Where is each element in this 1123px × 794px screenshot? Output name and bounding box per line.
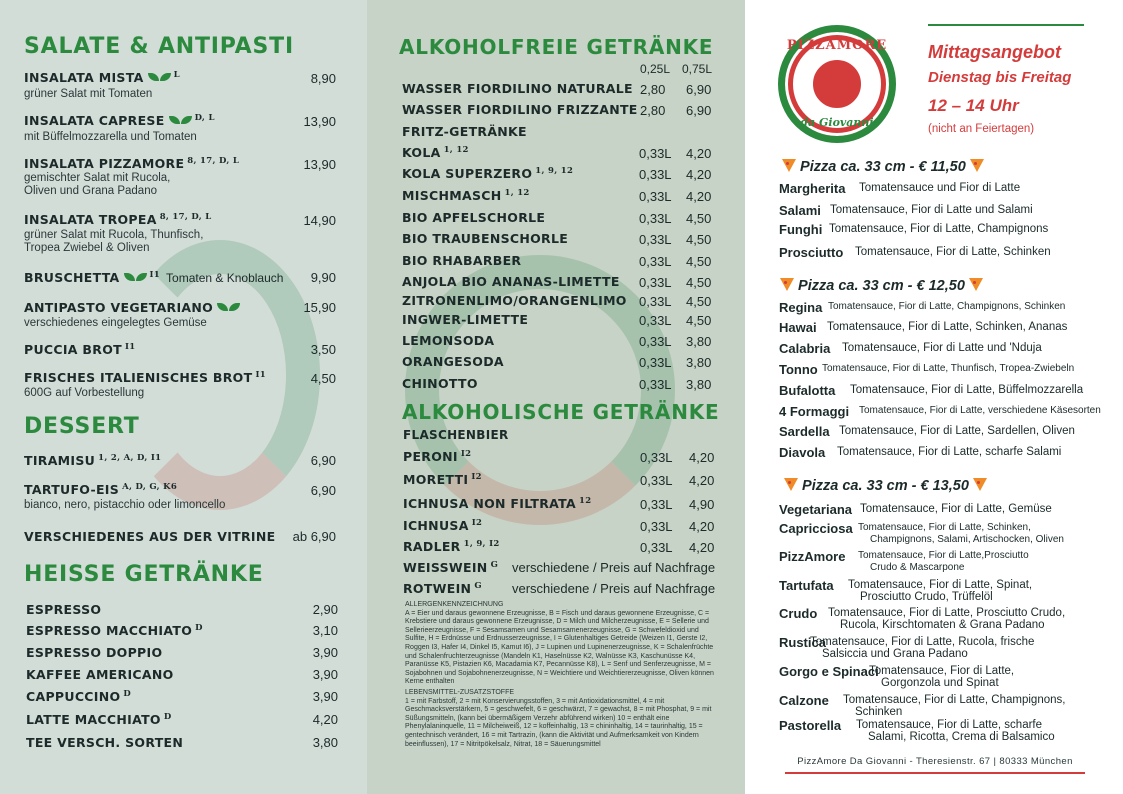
pizza-description: Salsiccia und Grana Padano: [822, 648, 968, 660]
volume: 0,33L: [639, 211, 672, 226]
pizza-name: Calabria: [779, 341, 831, 356]
item-name: CAPPUCCINO: [26, 689, 121, 705]
menu-item: [402, 293, 627, 308]
price-note: verschiedene / Preis auf Nachfrage: [512, 581, 716, 596]
price: 13,90: [303, 157, 336, 172]
item-name: PERONI: [403, 449, 458, 465]
allergen-codes: 1, 2, A, D, I1: [98, 453, 162, 463]
item-name: INGWER-LIMETTE: [402, 312, 529, 327]
pizza-description: Tomatensauce, Fior di Latte, Champignons: [829, 223, 1049, 235]
pizza-name: 4 Formaggi: [779, 404, 850, 419]
pizza-description: Tomatensauce, Fior di Latte und Salami: [830, 204, 1033, 216]
allergen-codes: 1, 9, I2: [463, 539, 500, 549]
additives-text: 1 = mit Farbstoff, 2 = mit Konservierungsstoffen, 3 = mit Antioxidationsmittel, 4 = mit Geschmacksverstärkern, 5 = geschwefelt, 6 = geschwärzt, 7 = gewachst, 8 = mit Phosphat, 9 = mit Süßungsmitteln, (kann bei übermäßigem Verzehr abführend wirken) 10 = enthält eine Phenylalaninquelle, 11 = Milcheiweiß, 12 = koffeinhaltig, 13 = chininhaltig, 14 = taurinhaltig, 15 = gentechnisch verändert, 16 = mit Tartrazin, (kann die Aktivität und Aufmerksamkeit von Kindern beeinflussen), 17 = Nitritpökelsalz, Nitrat, 18 = Säuerungsmittel: [405, 697, 712, 748]
pizza-description: Tomatensauce, Fior di Latte, verschiedene Käsesorten: [859, 405, 1101, 416]
volume: 0,33L: [639, 189, 672, 204]
menu-item: [402, 188, 530, 203]
volume: 0,33L: [639, 275, 672, 290]
section-title-alkoholisch: ALKOHOLISCHE GETRÄNKE: [402, 400, 720, 424]
menu-item: [402, 354, 504, 369]
volume: 0,33L: [640, 473, 673, 488]
price: 4,90: [689, 497, 715, 512]
menu-item: [402, 376, 478, 391]
menu-item: [403, 496, 591, 511]
pizza-name: Margherita: [779, 181, 846, 196]
menu-item: [26, 645, 162, 660]
price: 4,50: [686, 294, 712, 309]
menu-item: [402, 253, 521, 268]
menu-item: [402, 210, 545, 225]
price: 2,90: [312, 602, 338, 617]
menu-item: [24, 529, 275, 544]
item-name: BRUSCHETTA: [24, 270, 120, 286]
pizza-slice-icon: [784, 478, 798, 491]
pizza-name: Vegetariana: [779, 502, 852, 517]
price: 4,50: [686, 254, 712, 269]
vegetarian-leaf-icon: [181, 116, 192, 124]
item-name: WASSER FIORDILINO FRIZZANTE: [402, 102, 638, 117]
item-description: gemischter Salat mit Rucola,: [24, 172, 171, 184]
pizza-name: Diavola: [779, 445, 826, 460]
lunch-offer-title: Mittagsangebot: [928, 42, 1061, 62]
price: 4,20: [689, 473, 715, 488]
item-name: LATTE MACCHIATO: [26, 712, 161, 728]
menu-item: [402, 312, 528, 327]
allergen-codes: 8, 17, D, L: [187, 156, 240, 166]
pizza-description: Tomatensauce, Fior di Latte,: [869, 665, 1015, 677]
price: 6,90: [310, 453, 336, 468]
menu-item: [24, 270, 283, 285]
price: 3,80: [312, 735, 338, 750]
item-name: TEE VERSCH. SORTEN: [26, 735, 184, 750]
allergen-codes: D: [195, 623, 203, 633]
item-description: mit Büffelmozzarella und Tomaten: [24, 131, 197, 143]
volume: 0,33L: [639, 355, 672, 370]
pizza-name: Capricciosa: [779, 521, 853, 536]
volume: 0,33L: [639, 377, 672, 392]
allergen-codes: I2: [460, 449, 472, 459]
allergen-codes: I2: [471, 472, 482, 482]
pizza-description: Tomatensauce, Fior di Latte, Schinken: [855, 246, 1051, 258]
pizza-description: Tomatensauce, Fior di Latte, Spinat,: [848, 579, 1033, 591]
item-name: WASSER FIORDILINO NATURALE: [402, 81, 633, 96]
menu-item: [24, 70, 180, 85]
volume-header-large: 0,75L: [682, 62, 713, 76]
volume: 0,33L: [639, 294, 672, 309]
item-name: FRISCHES ITALIENISCHES BROT: [24, 370, 253, 386]
menu-item: [403, 518, 482, 533]
logo-subtext: da Giovanni: [800, 116, 874, 129]
pizza-name: Pastorella: [779, 718, 842, 733]
vegetarian-leaf-icon: [148, 73, 159, 81]
price: 4,50: [686, 313, 712, 328]
vegetarian-leaf-icon: [160, 73, 171, 81]
menu-item: [402, 166, 573, 181]
item-name: ICHNUSA NON FILTRATA: [403, 496, 576, 512]
pizza-slice-icon: [973, 478, 987, 491]
price: 4,50: [686, 232, 712, 247]
price: 15,90: [303, 300, 336, 315]
pizza-description: Tomatensauce, Fior di Latte, Champignons,: [843, 694, 1066, 706]
item-description: verschiedenes eingelegtes Gemüse: [24, 317, 207, 329]
menu-item: [24, 300, 240, 315]
price: 9,90: [310, 270, 336, 285]
subsection-title-flaschenbier: FLASCHENBIER: [403, 428, 509, 442]
price: 3,80: [686, 334, 712, 349]
menu-item: [26, 602, 101, 617]
item-name: ZITRONENLIMO/ORANGENLIMO: [402, 293, 627, 308]
pizza-description: Tomatensauce, Fior di Latte, scharfe Salami: [837, 446, 1062, 458]
item-name: ESPRESSO MACCHIATO: [26, 623, 193, 639]
pizza-description: Schinken: [855, 706, 903, 718]
pizza-description: Champignons, Salami, Artischocken, Oliven: [870, 534, 1064, 545]
item-name: ROTWEIN: [403, 581, 472, 597]
pizza-name: Salami: [779, 203, 821, 218]
lunch-offer-days: Dienstag bis Freitag: [928, 69, 1072, 86]
item-name: WEISSWEIN: [403, 560, 488, 576]
volume: 0,33L: [639, 232, 672, 247]
subsection-title-fritz: FRITZ-GETRÄNKE: [402, 124, 527, 139]
item-name: VERSCHIEDENES AUS DER VITRINE: [24, 529, 276, 544]
pizza-description: Tomatensauce, Fior di Latte,Prosciutto: [858, 550, 1029, 561]
allergen-codes: G: [490, 560, 499, 570]
item-name: BIO RHABARBER: [402, 253, 522, 268]
menu-item: [24, 370, 266, 385]
menu-item: [403, 539, 500, 554]
item-description: bianco, nero, pistacchio oder limoncello: [24, 499, 226, 511]
volume: 0,33L: [639, 254, 672, 269]
menu-item: [26, 623, 203, 638]
divider-line: [785, 772, 1085, 774]
price: 4,20: [689, 540, 715, 555]
pizza-description: Tomatensauce, Fior di Latte, Champignons, Schinken: [828, 301, 1066, 312]
pizzamore-logo: [778, 25, 896, 143]
allergen-codes: A, D, G, K6: [122, 482, 178, 492]
item-name: BIO TRAUBENSCHORLE: [402, 231, 569, 246]
pizza-name: Calzone: [779, 693, 829, 708]
allergen-codes: 12: [579, 496, 592, 506]
pizza-name: Funghi: [779, 222, 823, 237]
item-name: INSALATA TROPEA: [24, 212, 157, 228]
allergen-codes: I1: [255, 370, 266, 380]
pizza-price-label: Pizza ca. 33 cm - € 11,50: [800, 159, 966, 175]
menu-item: [26, 712, 172, 727]
price: 4,50: [310, 371, 336, 386]
pizza-description: Tomatensauce, Fior di Latte, Sardellen, Oliven: [839, 425, 1075, 437]
menu-item: [26, 735, 183, 750]
item-name: TARTUFO-EIS: [24, 482, 120, 498]
menu-item: [26, 667, 174, 682]
price: 4,20: [689, 519, 715, 534]
address-footer: PizzAmore Da Giovanni - Theresienstr. 67 | 80333 München: [797, 756, 1073, 767]
price: 3,10: [312, 623, 338, 638]
item-name: ICHNUSA: [403, 518, 469, 534]
item-name: MORETTI: [403, 472, 469, 488]
pizza-description: Salami, Ricotta, Crema di Balsamico: [868, 731, 1055, 743]
item-name: ESPRESSO DOPPIO: [26, 645, 163, 660]
pizza-price-label: Pizza ca. 33 cm - € 13,50: [802, 478, 969, 494]
pizza-description: Tomatensauce, Fior di Latte, Prosciutto Crudo,: [828, 607, 1066, 619]
item-name: KOLA SUPERZERO: [402, 166, 533, 182]
pizza-name: Crudo: [779, 606, 818, 621]
price-large: 6,90: [686, 82, 712, 97]
menu-item: [403, 449, 471, 464]
price: 8,90: [310, 71, 336, 86]
section-title-alkoholfrei: ALKOHOLFREIE GETRÄNKE: [399, 35, 714, 59]
divider-line: [928, 24, 1084, 26]
volume: 0,33L: [640, 540, 673, 555]
volume: 0,33L: [640, 519, 673, 534]
pizza-name: PizzAmore: [779, 549, 846, 564]
pizza-name: Sardella: [779, 424, 830, 439]
item-name: KAFFEE AMERICANO: [26, 667, 174, 682]
allergen-legend: [405, 601, 715, 751]
price: 3,80: [686, 377, 712, 392]
item-name: KOLA: [402, 145, 441, 161]
menu-item: [403, 581, 482, 596]
vegetarian-leaf-icon: [124, 273, 135, 281]
price: 4,50: [686, 275, 712, 290]
pizza-description: Tomatensauce, Fior di Latte, Thunfisch, Tropea-Zwiebeln: [822, 363, 1075, 374]
vegetarian-leaf-icon: [229, 303, 240, 311]
item-name: ANJOLA BIO ANANAS-LIMETTE: [402, 274, 620, 289]
price: 4,20: [686, 167, 712, 182]
price-small: 2,80: [640, 82, 666, 97]
price: 13,90: [303, 114, 336, 129]
price: 4,20: [686, 189, 712, 204]
item-description: 600G auf Vorbestellung: [24, 387, 145, 399]
allergen-codes: I1: [124, 342, 136, 352]
pizza-description: Prosciutto Crudo, Trüffelöl: [860, 591, 993, 603]
pizza-description: Tomatensauce, Fior di Latte, scharfe: [856, 719, 1043, 731]
pizza-slice-icon: [782, 159, 796, 172]
item-name: INSALATA PIZZAMORE: [24, 156, 185, 172]
allergen-codes: 1, 9, 12: [535, 166, 574, 176]
price: 3,90: [312, 689, 338, 704]
pizza-name: Tartufata: [779, 578, 834, 593]
volume-header-small: 0,25L: [640, 62, 671, 76]
allergen-text: A = Eier und daraus gewonnene Erzeugnisse, B = Fisch und daraus gewonnene Erzeugnisse, C = Krebstiere und daraus gewonnene Erzeugnisse, D = Milch und Milcherzeugnisse, E = Sellerie und Selleriеerzeugnisse, F = Sesamsamen und Sesamsamenerzeugnisse, G = Schwefeldioxid und Sulfite, H = Erdnüsse und Erdnusserzeugnisse, I = Glutenhaltiges Getreide (Weizen I1, Gerste I2, Roggen I3, Hafer I4, Dinkel I5, Kamut I6), J = Lupinen und Lupinenerzeugnisse, K = Schalenfrüchte und Schalenfruchterzeugnisse (Mandeln K1, Haselnüsse K2, Walnüsse K3, Kaschunüsse K4, Paranüsse K5, Pistazien K6, Macadamia K7, Pecannüsse K8), L = Senf und Senferzeugnisse, M = Sojabohnen und Sojabohnenerzeugnisse, N = Weichtiere und Weichtiererzeugnisse, Oliven können Kerne enthalten: [405, 609, 714, 686]
item-inline-description: Tomaten & Knoblauch: [166, 271, 284, 286]
volume: 0,33L: [640, 450, 673, 465]
pizza-description: Gorgonzola und Spinat: [881, 677, 999, 689]
pizza-price-header: [780, 278, 983, 294]
price: 3,80: [686, 355, 712, 370]
pizza-name: Gorgo e Spinaci: [779, 664, 879, 679]
item-description: Oliven und Grana Padano: [24, 185, 157, 197]
price-note: verschiedene / Preis auf Nachfrage: [512, 560, 716, 575]
allergen-heading: ALLERGENKENNZEICHNUNG: [405, 601, 504, 608]
allergen-codes: 8, 17, D, L: [159, 212, 212, 222]
allergen-codes: D, L: [194, 113, 215, 123]
price-small: 2,80: [640, 103, 666, 118]
pizza-price-header: [782, 159, 984, 175]
pizza-description: Tomatensauce, Fior di Latte, Schinken, Ananas: [827, 321, 1068, 333]
pizza-slice-icon: [970, 159, 984, 172]
menu-item: [24, 212, 212, 227]
allergen-codes: D: [123, 689, 132, 699]
item-name: INSALATA MISTA: [24, 70, 144, 86]
menu-item: [26, 689, 131, 704]
allergen-codes: D: [163, 712, 172, 722]
price: 3,90: [312, 667, 338, 682]
pizza-description: Tomatensauce, Fior di Latte, Gemüse: [860, 503, 1052, 515]
pizza-price-label: Pizza ca. 33 cm - € 12,50: [798, 278, 965, 294]
vegetarian-leaf-icon: [217, 303, 228, 311]
pizza-description: Tomatensauce und Fior di Latte: [859, 182, 1021, 194]
item-description: grüner Salat mit Tomaten: [24, 88, 153, 100]
menu-item: [24, 482, 177, 497]
additives-heading: LEBENSMITTEL-ZUSATZSTOFFE: [405, 688, 515, 696]
price: 14,90: [303, 213, 336, 228]
logo-text: PIZZAMORE: [786, 38, 888, 53]
menu-item: [402, 145, 469, 160]
allergen-codes: 1, 12: [504, 188, 530, 198]
menu-item: [402, 231, 568, 246]
item-name: BIO APFELSCHORLE: [402, 210, 546, 225]
pizza-price-header: [784, 478, 987, 494]
allergen-codes: L: [173, 70, 180, 80]
price: 4,50: [686, 211, 712, 226]
pizza-name: Regina: [779, 300, 823, 315]
item-name: ESPRESSO: [26, 602, 102, 617]
section-title-dessert: DESSERT: [24, 414, 140, 439]
menu-item: [24, 113, 215, 128]
pizza-description: Rucola, Kirschtomaten & Grana Padano: [840, 619, 1045, 631]
item-name: RADLER: [403, 539, 461, 555]
price-large: 6,90: [686, 103, 712, 118]
menu-item: [402, 333, 494, 348]
lunch-offer-note: (nicht an Feiertagen): [928, 123, 1035, 135]
item-name: MISCHMASCH: [402, 188, 502, 204]
menu-item: [402, 102, 638, 117]
item-name: ANTIPASTO VEGETARIANO: [24, 300, 214, 315]
volume: 0,33L: [639, 313, 672, 328]
price: 4,20: [312, 712, 338, 727]
lunch-offer-time: 12 – 14 Uhr: [928, 96, 1019, 115]
pizza-name: Rustica: [779, 635, 826, 650]
price: 4,20: [686, 146, 712, 161]
volume: 0,33L: [639, 167, 672, 182]
menu-item: [24, 156, 239, 171]
item-name: CHINOTTO: [402, 376, 478, 391]
pizza-description: Tomatensauce, Fior di Latte, Schinken,: [858, 522, 1031, 533]
pizza-name: Prosciutto: [779, 245, 844, 260]
menu-item: [402, 81, 633, 96]
menu-item: [402, 274, 620, 289]
pizza-description: Crudo & Mascarpone: [870, 562, 965, 573]
menu-item: [403, 560, 498, 575]
menu-item: [24, 342, 135, 357]
allergen-codes: I1: [149, 270, 161, 280]
pizza-name: Hawai: [779, 320, 817, 335]
allergen-codes: G: [474, 581, 482, 591]
allergen-codes: I2: [471, 518, 483, 528]
menu-item: [24, 453, 161, 468]
pizza-slice-icon: [780, 278, 794, 291]
price: ab 6,90: [292, 529, 336, 544]
pizza-description: Tomatensauce, Fior di Latte und 'Nduja: [842, 342, 1042, 354]
allergen-codes: 1, 12: [443, 145, 469, 155]
pizza-slice-icon: [969, 278, 983, 291]
section-title-salate: SALATE & ANTIPASTI: [24, 34, 294, 59]
price: 6,90: [310, 483, 336, 498]
item-description: Tropea Zwiebel & Oliven: [24, 242, 150, 254]
item-description: grüner Salat mit Rucola, Thunfisch,: [24, 229, 204, 241]
price: 3,50: [310, 342, 336, 357]
section-title-heisse-getraenke: HEISSE GETRÄNKE: [24, 562, 264, 587]
menu-item: [403, 472, 482, 487]
item-name: ORANGESODA: [402, 354, 504, 369]
logo-center-emblem: [809, 56, 865, 112]
pizza-description: Tomatensauce, Fior di Latte, Rucola, frische: [810, 636, 1035, 648]
item-name: LEMONSODA: [402, 333, 495, 348]
volume: 0,33L: [639, 334, 672, 349]
price: 3,90: [312, 645, 338, 660]
price: 4,20: [689, 450, 715, 465]
volume: 0,33L: [640, 497, 673, 512]
pizza-name: Bufalotta: [779, 383, 836, 398]
item-name: TIRAMISU: [24, 453, 96, 469]
vegetarian-leaf-icon: [169, 116, 180, 124]
vegetarian-leaf-icon: [136, 273, 147, 281]
item-name: PUCCIA BROT: [24, 342, 122, 358]
pizza-description: Tomatensauce, Fior di Latte, Büffelmozzarella: [850, 384, 1084, 396]
item-name: INSALATA CAPRESE: [24, 113, 165, 129]
pizza-name: Tonno: [779, 362, 818, 377]
volume: 0,33L: [639, 146, 672, 161]
